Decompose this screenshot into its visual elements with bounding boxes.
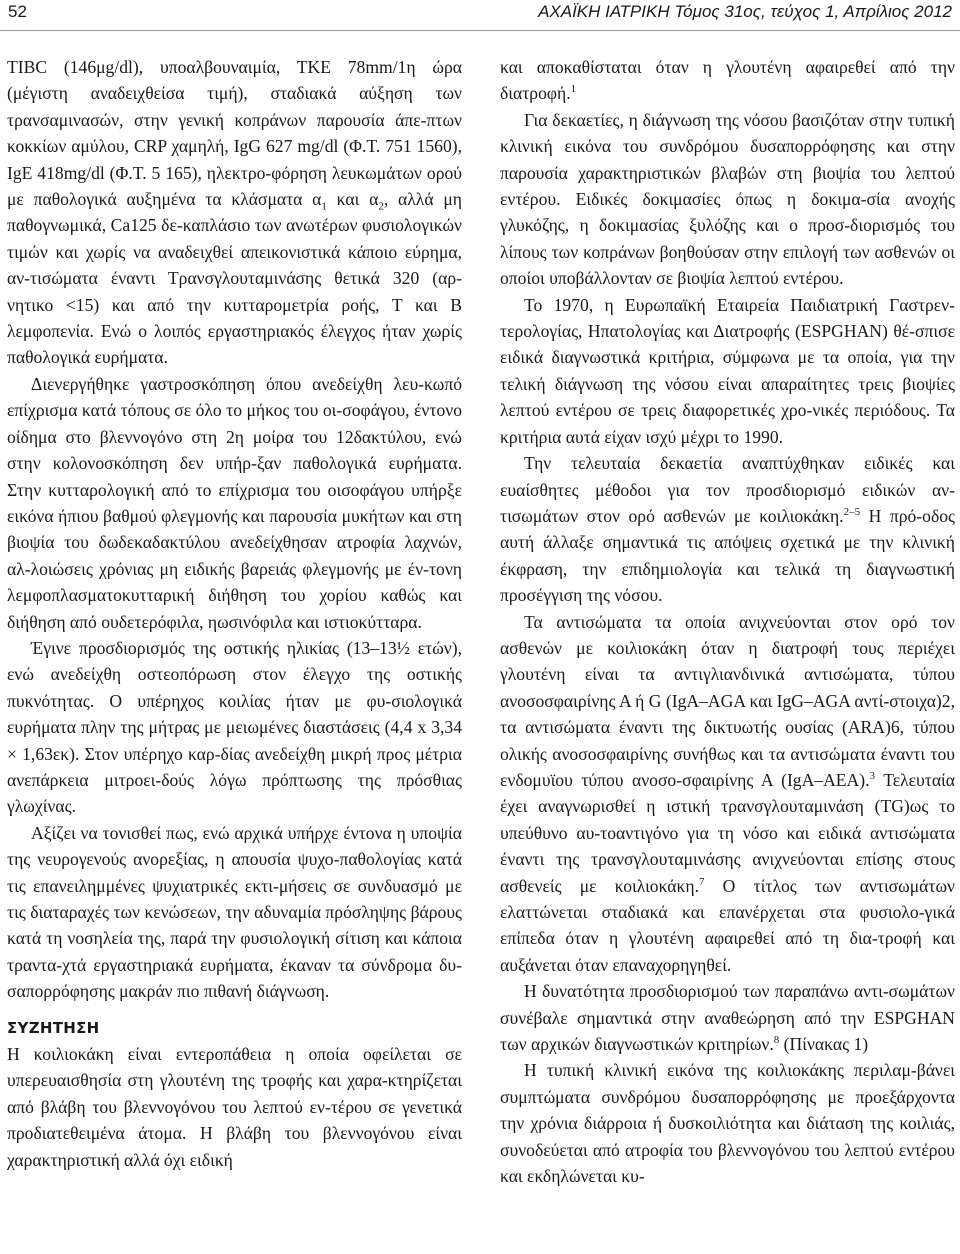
paragraph-clinical-picture: Η τυπική κλινική εικόνα της κοιλιοκάκης περιλαμ-βάνει συμπτώματα συνδρόμου δυσαπορρόφησης με προεξάρχοντα την χρόνια διάρροια ή δυσκοιλιότητα και διάταση της κοιλιάς, συνοδεύεται από ατροφία του βλεννογόνου του λεπτού εντέρου και εκδηλώνεται κυ- bbox=[500, 1060, 955, 1187]
paragraph-celiac-definition: Η κοιλιοκάκη είναι εντεροπάθεια η οποία οφείλεται σε υπερευαισθησία στη γλουτένη της τροφής και χαρα-κτηρίζεται από βλάβη του βλεννογόνου του λεπτού εν-τέρου σε γενετικά προδιατεθειμένα άτομα. Η βλάβη του βλεννογόνου είναι χαρακτηριστική αλλά όχι ειδική bbox=[7, 1044, 462, 1170]
citation-superscript: 7 bbox=[699, 875, 705, 888]
citation-superscript: 3 bbox=[869, 770, 876, 783]
paragraph-espghan-revision bbox=[500, 978, 955, 1057]
text-run: Ο τίτλος των αντισωμάτων ελαττώνεται σταδιακά και επανέρχεται στα φυσιολο-γικά επίπεδα όταν η γλουτένη αφαιρεθεί από τη δια-τροφή και αυξάνεται όταν επαναχορηγηθεί. bbox=[500, 875, 955, 975]
text-run: και α bbox=[326, 189, 379, 210]
subscript: 2 bbox=[378, 200, 384, 213]
text-run: Την τελευταία δεκαετία αναπτύχθηκαν ειδικές και ευαίσθητες μέθοδοι για τον προσδιορισμό ειδικών αν-τισωμάτων στον ορό ασθενών με κοιλιοκάκη. bbox=[500, 453, 955, 526]
subscript: 1 bbox=[321, 200, 327, 213]
paragraph-anorexia: Αξίζει να τονισθεί πως, ενώ αρχικά υπήρχε έντονα η υποψία της νευρογενούς ανορεξίας, η απουσία ψυχο-παθολογίας κατά τις επανειλημμένες ψυχιατρικές εκτι-μήσεις σε συνδυασμό με τις διαταραχές των κενώσεων, την αδυναμία πρόσληψης βάρους κατά τη νοσηλεία της, παρά την φυσιολογική σίτιση και κάποια τραντα-χτά εργαστηριακά ευρήματα, έκαναν τα σύνδρομα δυ-σαπορρόφησης μακράν πιο πιθανή διάγνωση. bbox=[7, 822, 462, 1002]
paragraph-antibody-methods bbox=[500, 450, 955, 608]
citation-superscript: 8 bbox=[773, 1034, 780, 1047]
text-run: TIBC (146μg/dl), υποαλβουναιμία, ΤΚΕ 78mm/1η ώρα (μέγιστη αναδειχθείσα τιμή), σταδιακά αύξηση των τρανσαμινασών, στην γενική κοπράνων παρουσία άπε-πτων κοκκίων αμύλου, CRP χαμηλή, IgG 627 mg/dl (Φ.Τ. 751 1560), IgE 418mg/dl (Φ.Τ. 5 165), ηλεκτρο-φόρηση λευκωμάτων ορού με παθολογικά αυξημένα τα κλάσματα α bbox=[7, 57, 462, 210]
text-run: Η πρό-οδος αυτή άλλαξε σημαντικά τις απόψεις σχετικά με την κλινική έκφραση, την επιδημιολογία και τελικά τη διαγνωστική προσέγγιση της νόσου. bbox=[500, 505, 956, 606]
paragraph-antibodies bbox=[500, 609, 955, 979]
paragraph-bone-age: Έγινε προσδιορισμός της οστικής ηλικίας (13–13½ ετών), ενώ ανεδείχθη οστεοπόρωση στον έλεγχο της οστικής πυκνότητας. Ο υπέρηχος κοιλίας ήταν με φυ-σιολογικά ευρήματα πλην της μήτρας με μειωμένες διαστάσεις (4,4 x 3,34 × 1,63εκ). Στον υπέρηχο καρ-δίας ανεδείχθη μικρή προς μέτρια ανεπάρκεια μιτροει-δούς λόγω πρόπτωσης της πρόσθιας γλωχίνας. bbox=[7, 637, 462, 817]
paragraph-continuation bbox=[500, 54, 955, 107]
text-run: Τα αντισώματα τα οποία ανιχνεύονται στον ορό τον ασθενών με κοιλιοκάκη όταν η διατροφή τους περιέχει γλουτένη είναι τα αντιγλιανδινικά αντισώματα, τύπου ανοσοσφαιρίνης Α ή G (IgA–AGA και IgG–AGA αντί-στοιχα)2, τα αντισώματα έναντι της δικτυωτής ουσίας (ARA)6, τύπου ολικής ανοσοσφαιρίνης συνήθως και τα αντισώματα έναντι του ενδομυϊου τύπου ανοσο-σφαιρίνης Α (IgA–AEA). bbox=[500, 611, 955, 790]
page-header bbox=[0, 0, 960, 31]
paragraph-espghan-1970: Το 1970, η Ευρωπαϊκή Εταιρεία Παιδιατρική Γαστρεν-τερολογίας, Ηπατολογίας και Διατροφής (ESPGHAN) θέ-σπισε ειδικά διαγνωστικά κριτήρια, σύμφωνα με τα οποία, για την τελική διάγνωση της νόσου είναι απαραίτητες τρεις βιοψίες λεπτού εντέρου σε τρεις διαφορετικές χρο-νικές περιόδους. Τα κριτήρια αυτά είχαν ισχύ μέχρι το 1990. bbox=[500, 294, 955, 447]
text-run: και αποκαθίσταται όταν η γλουτένη αφαιρεθεί από την διατροφή. bbox=[500, 57, 955, 104]
page-number: 52 bbox=[8, 2, 27, 21]
citation-superscript: 2–5 bbox=[843, 506, 861, 519]
paragraph-diagnosis-history: Για δεκαετίες, η διάγνωση της νόσου βασιζόταν στην τυπική κλινική εικόνα του συνδρόμου δυσαπορρόφησης και στην παρουσία χαρακτηριστικών βλαβών στη βιοψία του λεπτού εντέρου. Ειδικές δοκιμασίες όπως η δοκιμα-σία ανοχής γλυκόζης, η δοκιμασίας ξυλόζης και ο προσ-διορισμός του λίπους των κοπράνων βοηθούσαν στην επιλογή των ασθενών οι οποίοι υποβάλλονταν σε βιοψία λεπτού εντέρου. bbox=[500, 109, 955, 289]
text-run: (Πίνακας 1) bbox=[779, 1034, 869, 1055]
journal-running-head: ΑΧΑΪΚΗ ΙΑΤΡΙΚΗ Τόμος 31ος, τεύχος 1, Απρίλιος 2012 bbox=[538, 2, 952, 21]
section-heading-discussion: ΣΥΖΗΤΗΣΗ bbox=[7, 1018, 100, 1037]
text-run: Η δυνατότητα προσδιορισμού των παραπάνω αντι-σωμάτων συνέβαλε σημαντικά στην αναθεώρηση από την ESPGHAN των αρχικών διαγνωστικών κριτηρίων. bbox=[500, 981, 955, 1055]
text-run: Τελευταία έχει αναγνωρισθεί η ιστική τρανσγλουταμινάση (TG)ως το υπεύθυνο αυ-τοαντιγόνο για τη νόσο και ειδικά αντισώματα έναντι της τρανσγλουταμινάσης ανιχνεύονται επίσης στους ασθενείς με κοιλιοκάκη. bbox=[500, 769, 955, 896]
citation-superscript: 1 bbox=[570, 83, 577, 96]
paragraph-endoscopy: Διενεργήθηκε γαστροσκόπηση όπου ανεδείχθη λευ-κωπό επίχρισμα κατά τόπους σε όλο το μήκος του οι-σοφάγου, έντονο οίδημα στο βλεννογόνο στη 2η μοίρα του 12δακτύλου, ενώ στην κολονοσκόπηση δεν υπήρ-ξαν παθολογικά ευρήματα. Στην κυτταρολογική από το επίχρισμα του οισοφάγου υπήρξε εικόνα ήπιου βαθμού φλεγμονής και παρουσία μυκήτων και στη βιοψία του δωδεκαδακτύλου ανεδείχθησαν ατροφία λαχνών, αλ-λοιώσεις χρόνιας μη ειδικής βαρειάς φλεγμονής με έν-τονη λεμφοπλασματοκυτταρική διήθηση του χορίου καθώς και διήθηση από ουδετερόφιλα, ηωσινόφιλα και ιστιοκύτταρα. bbox=[7, 373, 462, 632]
left-column bbox=[7, 54, 462, 1173]
text-run: , αλλά μη παθογνωμικά, Ca125 δε-καπλάσιο των ανωτέρων φυσιολογικών τιμών και χωρίς να αναδειχθεί απεικονιστικά κάποιο εύρημα, αν-τισώματα έναντι Τρανσγλουταμινάσης θετικά 320 (αρ-νητικο <15) και από την κυτταρομετρία ροής, Τ και Β λεμφοπενία. Ενώ ο λοιπός εργαστηριακός έλεγχος ήταν χωρίς παθολογικά ευρήματα. bbox=[7, 189, 462, 368]
right-column bbox=[500, 54, 955, 1189]
paragraph-lab-findings bbox=[7, 54, 462, 371]
